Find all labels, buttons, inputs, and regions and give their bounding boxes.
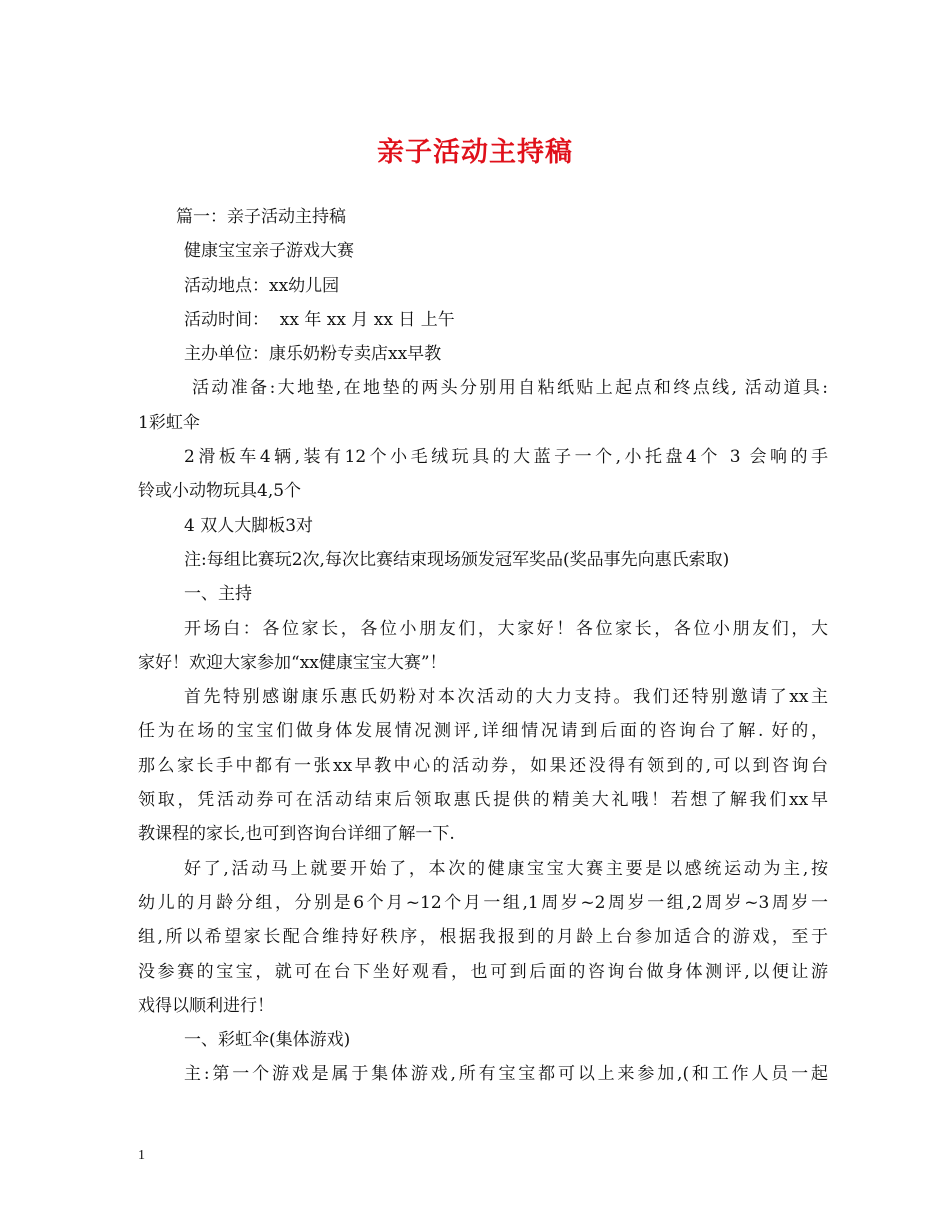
document-body <box>138 200 828 1092</box>
text-line: 铃或小动物玩具4,5个 <box>138 481 302 502</box>
text-line: 戏得以顺利进行！ <box>138 995 274 1016</box>
text-line: 首先特别感谢康乐惠氏奶粉对本次活动的大力支持。我们还特别邀请了xx主 <box>184 687 828 708</box>
text-line: 家好！欢迎大家参加“xx健康宝宝大赛”！ <box>138 652 447 673</box>
page-number: 1 <box>138 1148 145 1163</box>
document-title: 亲子活动主持稿 <box>377 137 573 168</box>
text-line: 注:每组比赛玩2次,每次比赛结束现场颁发冠军奖品(奖品事先向惠氏索取) <box>184 549 730 570</box>
text-line: 活动时间： xx 年 xx 月 xx 日 上午 <box>184 309 455 330</box>
text-line: 活动地点：xx幼儿园 <box>184 275 340 296</box>
text-line: 2滑板车4辆,装有12个小毛绒玩具的大蓝子一个,小托盘4个 3 会响的手 <box>184 447 828 468</box>
text-line: 教课程的家长,也可到咨询台详细了解一下. <box>138 824 455 845</box>
text-line: 一、主持 <box>184 584 252 605</box>
text-line: 4 双人大脚板3对 <box>184 515 314 536</box>
text-line: 好了,活动马上就要开始了，本次的健康宝宝大赛主要是以感统运动为主,按 <box>184 858 828 879</box>
text-line: 主:第一个游戏是属于集体游戏,所有宝宝都可以上来参加,(和工作人员一起 <box>184 1064 828 1085</box>
text-line: 主办单位：康乐奶粉专卖店xx早教 <box>184 344 442 365</box>
text-line: 幼儿的月龄分组，分别是6个月~12个月一组,1周岁~2周岁一组,2周岁~3周岁一 <box>138 892 828 913</box>
text-line: 健康宝宝亲子游戏大赛 <box>184 241 354 262</box>
text-line: 领取，凭活动券可在活动结束后领取惠氏提供的精美大礼哦！若想了解我们xx早 <box>138 790 828 811</box>
text-line: 组,所以希望家长配合维持好秩序，根据我报到的月龄上台参加适合的游戏，至于 <box>138 927 828 948</box>
text-line: 开场白：各位家长，各位小朋友们，大家好！各位家长，各位小朋友们，大 <box>184 618 828 639</box>
text-line: 那么家长手中都有一张xx早教中心的活动券，如果还没得有领到的,可以到咨询台 <box>138 755 828 776</box>
text-line: 活动准备:大地垫,在地垫的两头分别用自粘纸贴上起点和终点线, 活动道具: <box>192 378 828 399</box>
text-line: 1彩虹伞 <box>138 412 200 433</box>
text-line: 任为在场的宝宝们做身体发展情况测评,详细情况请到后面的咨询台了解. 好的， <box>138 721 828 742</box>
text-line: 一、彩虹伞(集体游戏) <box>184 1030 351 1051</box>
text-line: 篇一：亲子活动主持稿 <box>176 207 346 227</box>
text-line: 没参赛的宝宝，就可在台下坐好观看，也可到后面的咨询台做身体测评,以便让游 <box>138 961 828 982</box>
